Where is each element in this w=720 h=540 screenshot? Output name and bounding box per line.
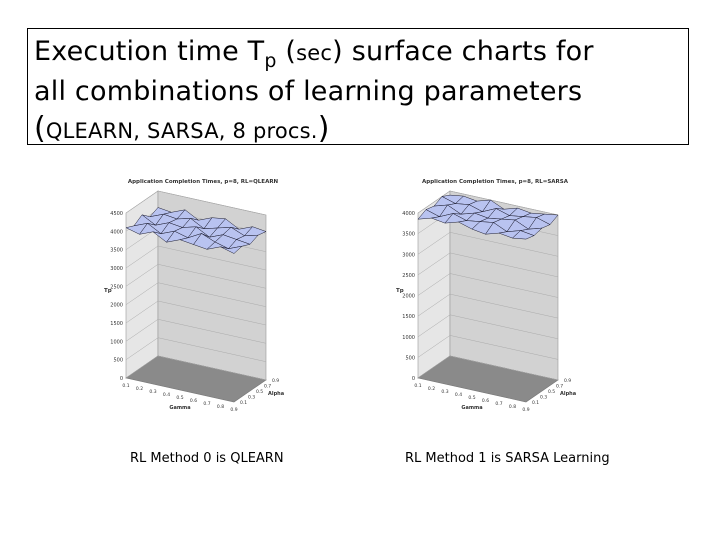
x-tick-label: 0.4 bbox=[162, 393, 171, 398]
title-text-tail: ) surface charts for bbox=[332, 36, 594, 67]
z-tick-label: 500 bbox=[405, 355, 415, 362]
y-tick-label: 0.3 bbox=[248, 395, 256, 401]
y-tick-label: 0.9 bbox=[564, 379, 572, 384]
z-tick-label: 4500 bbox=[110, 211, 123, 217]
x-tick-label: 0.6 bbox=[481, 399, 490, 404]
y-axis-title: Alpha bbox=[268, 391, 285, 397]
x-axis-title: Gamma bbox=[169, 405, 191, 411]
x-tick-label: 0.5 bbox=[468, 396, 476, 401]
z-tick-label: 2500 bbox=[402, 272, 415, 279]
title-line-3-text: QLEARN, SARSA, 8 procs. bbox=[45, 119, 318, 143]
z-tick-label: 3500 bbox=[110, 247, 123, 254]
x-axis-title: Gamma bbox=[461, 405, 483, 411]
surface-chart-qlearn bbox=[88, 170, 318, 418]
chart-title: Application Completion Times, p=8, RL=QLEARN bbox=[127, 179, 279, 185]
z-tick-label: 0 bbox=[119, 376, 123, 382]
x-tick-label: 0.7 bbox=[203, 402, 211, 407]
z-tick-label: 3000 bbox=[110, 266, 123, 272]
title-text-main: Execution time T bbox=[34, 36, 265, 67]
z-tick-label: 500 bbox=[113, 357, 123, 364]
caption-qlearn: RL Method 0 is QLEARN bbox=[130, 451, 284, 466]
x-tick-label: 0.1 bbox=[122, 384, 130, 389]
x-tick-label: 0.9 bbox=[230, 408, 238, 413]
caption-sarsa: RL Method 1 is SARSA Learning bbox=[405, 451, 610, 466]
x-tick-label: 0.4 bbox=[454, 393, 463, 398]
y-tick-label: 0.9 bbox=[272, 379, 280, 384]
title-subscript: p bbox=[264, 50, 277, 72]
x-tick-label: 0.8 bbox=[216, 405, 225, 410]
z-tick-label: 4000 bbox=[110, 229, 123, 236]
title-paren-open: ( bbox=[276, 36, 297, 67]
z-tick-label: 2000 bbox=[402, 293, 415, 300]
y-tick-label: 0.7 bbox=[556, 384, 564, 390]
z-tick-label: 3500 bbox=[402, 231, 415, 238]
x-tick-label: 0.7 bbox=[495, 402, 503, 407]
z-tick-label: 1000 bbox=[402, 334, 415, 341]
x-tick-label: 0.2 bbox=[427, 387, 436, 392]
y-tick-label: 0.7 bbox=[264, 384, 272, 390]
z-tick-label: 0 bbox=[411, 376, 415, 382]
z-tick-label: 2000 bbox=[110, 302, 123, 309]
y-tick-label: 0.1 bbox=[240, 401, 248, 406]
x-tick-label: 0.5 bbox=[176, 396, 184, 401]
x-tick-label: 0.9 bbox=[522, 408, 530, 413]
title-line-2: all combinations of learning parameters bbox=[34, 76, 583, 107]
y-tick-label: 0.1 bbox=[532, 401, 540, 406]
y-tick-label: 0.3 bbox=[540, 395, 548, 401]
x-tick-label: 0.3 bbox=[149, 390, 157, 395]
z-tick-label: 3000 bbox=[402, 252, 415, 259]
x-tick-label: 0.8 bbox=[508, 405, 517, 410]
y-tick-label: 0.5 bbox=[256, 390, 264, 395]
x-tick-label: 0.2 bbox=[135, 387, 144, 392]
title-line-1 bbox=[34, 33, 688, 73]
z-tick-label: 1500 bbox=[402, 314, 415, 321]
chart-title: Application Completion Times, p=8, RL=SARSA bbox=[422, 179, 568, 185]
z-axis-title: Tp bbox=[396, 288, 404, 295]
x-tick-label: 0.1 bbox=[414, 384, 422, 389]
z-tick-label: 1500 bbox=[110, 321, 123, 327]
slide-title-box bbox=[27, 28, 689, 145]
title-paren-right: ) bbox=[317, 111, 330, 146]
surface-chart-sarsa bbox=[380, 170, 610, 418]
z-axis-title: Tp bbox=[104, 288, 112, 295]
title-line-3 bbox=[34, 110, 688, 150]
z-tick-label: 4000 bbox=[402, 211, 415, 217]
z-tick-label: 1000 bbox=[110, 339, 123, 346]
x-tick-label: 0.6 bbox=[189, 399, 198, 404]
y-axis-title: Alpha bbox=[560, 391, 577, 397]
z-tick-label: 2500 bbox=[110, 284, 123, 291]
title-unit: sec bbox=[296, 41, 333, 65]
x-tick-label: 0.3 bbox=[441, 390, 449, 395]
y-tick-label: 0.5 bbox=[548, 390, 556, 395]
title-paren-left: ( bbox=[34, 111, 46, 146]
